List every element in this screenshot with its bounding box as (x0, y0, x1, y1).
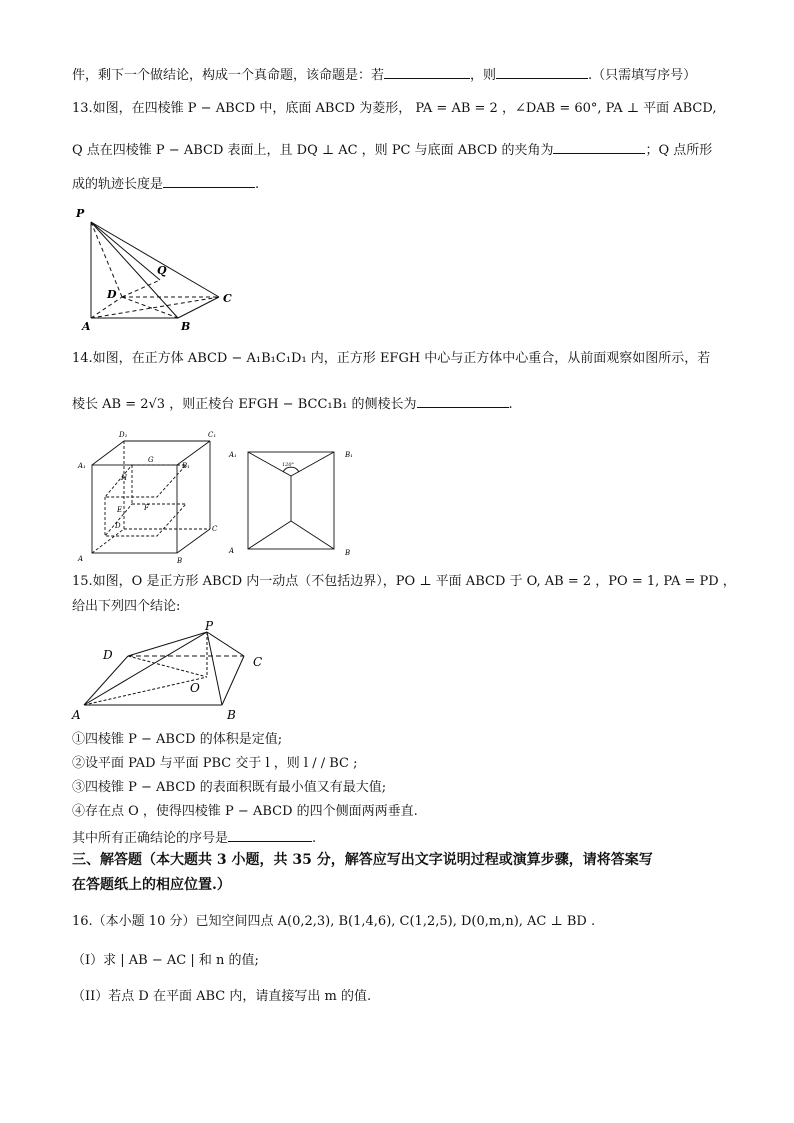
label-O: O (190, 681, 200, 695)
label-C: C (223, 292, 232, 305)
label-B1: B₁ (345, 451, 353, 459)
q15-statement-1: ①四棱锥 P − ABCD 的体积是定值; (72, 732, 283, 747)
answer-blank[interactable] (417, 393, 509, 408)
label-E: E (117, 506, 123, 514)
label-B: B (181, 320, 191, 333)
label-B: B (177, 557, 183, 565)
q15-ask-text: 其中所有正确结论的序号是 (72, 831, 229, 846)
q15-ask-end: . (312, 831, 317, 846)
label-B1: B₁ (182, 462, 190, 470)
label-A: A (229, 547, 235, 555)
label-G: G (148, 456, 154, 464)
label-B: B (345, 549, 351, 557)
label-A: A (72, 708, 81, 722)
label-F: F (144, 504, 149, 512)
q14-line2-end: . (508, 397, 513, 412)
q13-line3-text: 成的轨迹长度是 (72, 177, 164, 192)
q14-line1: 14.如图，在正方体 ABCD − A₁B₁C₁D₁ 内，正方形 EFGH 中心与正方体中心重合，从前面观察如图所示，若 (72, 351, 711, 366)
q13-line2-end: ；Q 点所形 (645, 143, 713, 158)
q15-statement-3: ③四棱锥 P − ABCD 的表面积既有最小值又有最大值; (72, 780, 387, 795)
q15-line2: 给出下列四个结论: (72, 599, 181, 614)
q16-part2: （II）若点 D 在平面 ABC 内，请直接写出 m 的值. (72, 989, 372, 1004)
q13-line2-text: Q 点在四棱锥 P − ABCD 表面上，且 DQ ⊥ AC ，则 PC 与底面 ABCD 的夹角为 (72, 143, 554, 158)
label-B: B (227, 708, 236, 722)
label-A: A (78, 555, 84, 563)
label-D1: D₁ (119, 431, 128, 439)
q16-part1: （I）求 | AB − AC | 和 n 的值; (72, 953, 259, 968)
q13-line3-end: . (255, 177, 260, 192)
label-P: P (76, 207, 85, 220)
section3-heading-line1: 三、解答题（本大题共 3 小题，共 35 分，解答应写出文字说明过程或演算步骤，请将答案写 (72, 852, 653, 868)
label-C: C (212, 525, 218, 533)
label-A1: A₁ (78, 462, 86, 470)
intro-text-b: ，则 (470, 68, 497, 83)
q13-line1: 13.如图，在四棱锥 P − ABCD 中，底面 ABCD 为菱形， PA = AB = 2 ，∠DAB = 60°, PA ⊥ 平面 ABCD, (72, 101, 717, 116)
answer-blank[interactable] (228, 827, 312, 842)
label-Q: Q (157, 264, 167, 277)
label-A1: A₁ (229, 451, 237, 459)
intro-text-a: 件，剩下一个做结论，构成一个真命题，该命题是：若 (72, 68, 385, 83)
label-P: P (205, 619, 214, 633)
q15-line1: 15.如图，O 是正方形 ABCD 内一动点（不包括边界），PO ⊥ 平面 ABCD 于 O, AB = 2 ，PO = 1, PA = PD ， (72, 574, 736, 589)
label-H: H (121, 474, 128, 482)
label-D: D (115, 522, 121, 530)
label-C1: C₁ (208, 431, 217, 439)
section3-heading-line2: 在答题纸上的相应位置.） (72, 877, 231, 893)
label-A: A (82, 320, 91, 333)
q15-statement-2: ②设平面 PAD 与平面 PBC 交于 l ，则 l / / BC ; (72, 756, 358, 771)
q15-ask (72, 827, 316, 848)
intro-text-c: .（只需填写序号） (588, 68, 697, 83)
q16-line1: 16.（本小题 10 分）已知空间四点 A(0,2,3), B(1,4,6), C(1,2,5), D(0,m,n), AC ⊥ BD . (72, 914, 596, 929)
label-C: C (253, 655, 263, 669)
q14-line2-text: 棱长 AB = 2√3 ，则正棱台 EFGH − BCC₁B₁ 的侧棱长为 (72, 397, 417, 412)
angle-label: 120° (282, 462, 295, 468)
q15-statement-4: ④存在点 O ，使得四棱锥 P − ABCD 的四个侧面两两垂直. (72, 804, 418, 819)
q14-line2 (72, 393, 513, 414)
label-D: D (107, 288, 117, 301)
label-D: D (103, 648, 113, 662)
